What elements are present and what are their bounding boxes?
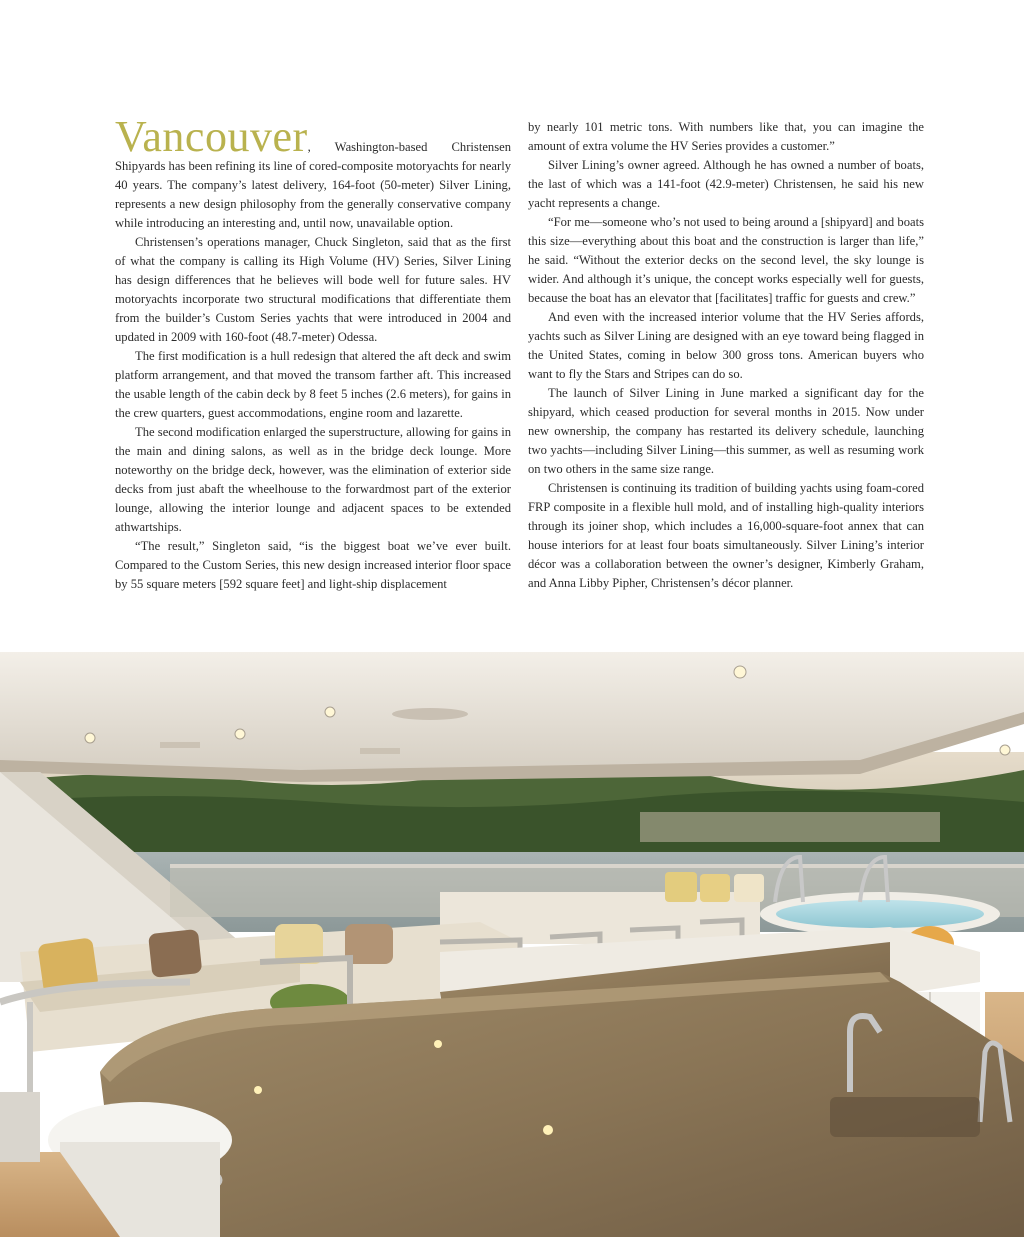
dropword-vancouver: Vancouver — [115, 112, 308, 161]
railing-top — [170, 864, 1024, 868]
ceiling-light-well — [392, 708, 468, 720]
hot-tub-water — [776, 900, 984, 928]
yacht-deck-photo — [0, 652, 1024, 1237]
counter-light — [434, 1040, 442, 1048]
side-cabinet — [0, 1092, 40, 1162]
paragraph-result-quote: “The result,” Singleton said, “is the biggest boat we’ve ever built. Compared to the Custom Series, this new design increased interior floor space by 55 square meters [592 square feet] and light-ship displacement — [115, 539, 511, 591]
paragraph-second-modification: The second modification enlarged the superstructure, allowing for gains in the main and dining salons, as well as in the bridge deck lounge. More noteworthy on the bridge deck, however, was the elimination of exterior side decks from just abaft the wheelhouse to the forwardmost part of the exterior lounge, allowing the interior lounge and adjacent spaces to be extended athwartships. — [115, 425, 511, 534]
paragraph-launch: The launch of Silver Lining in June marked a significant day for the shipyard, which ceased production for several months in 2015. Now under new ownership, the company has restarted its delivery schedule, launching two yachts—including Silver Lining—this summer, as well as resuming work on two others in the same size range. — [528, 386, 924, 476]
paragraph-continuation: by nearly 101 metric tons. With numbers like that, you can imagine the amount of extra volume the HV Series provides a customer.” — [528, 120, 924, 153]
ceiling-downlight — [734, 666, 746, 678]
sofa-cushion — [148, 929, 202, 978]
overhead-ceiling — [0, 652, 1024, 772]
paragraph-intro-text: , Washington-based Christensen Shipyards has been refining its line of cored-composite motoryachts for nearly 40 years. The company’s latest delivery, 164-foot (50-meter) Silver Lining, represents a new design philosophy from the generally conservative company while introducing an interesting and, until now, unavailable option. — [115, 140, 511, 230]
article-left-column — [115, 112, 511, 594]
ceiling-downlight — [325, 707, 335, 717]
sunpad-pillow — [665, 872, 697, 902]
ceiling-downlight — [1000, 745, 1010, 755]
paragraph-intro — [115, 112, 511, 233]
shoreline-houses — [640, 812, 940, 842]
ceiling-downlight — [235, 729, 245, 739]
ceiling-vent — [360, 748, 400, 754]
yacht-deck-illustration — [0, 652, 1024, 1237]
paragraph-first-modification: The first modification is a hull redesign that altered the aft deck and swim platform arrangement, and that moved the transom farther aft. This increased the usable length of the cabin deck by 8 feet 5 inches (2.6 meters), for gains in the crew quarters, guest accommodations, engine room and lazarette. — [115, 349, 511, 420]
paragraph-singleton: Christensen’s operations manager, Chuck Singleton, said that as the first of what the company is calling its High Volume (HV) Series, Silver Lining has design differences that he believes will bode well for future sales. HV motoryachts incorporate two structural modifications that differentiate them from the builder’s Custom Series yachts that were introduced in 2004 and updated in 2009 with 160-foot (48.7-meter) Odessa. — [115, 235, 511, 344]
paragraph-owner: Silver Lining’s owner agreed. Although he has owned a number of boats, the last of which was a 141-foot (42.9-meter) Christensen, he said his new yacht represents a change. — [528, 158, 924, 210]
paragraph-tradition: Christensen is continuing its tradition of building yachts using foam-cored FRP composite in a flexible hull mold, and of installing high-quality interiors through its joiner shop, which includes a 16,000-square-foot annex that can house interiors for at least four boats simultaneously. Silver Lining’s interior décor was a collaboration between the owner’s designer, Kimberly Graham, and Anna Libby Pipher, Christensen’s décor planner. — [528, 481, 924, 590]
ceiling-downlight — [85, 733, 95, 743]
sunpad-pillow — [700, 874, 730, 902]
counter-light — [543, 1125, 553, 1135]
ceiling-vent — [160, 742, 200, 748]
paragraph-owner-quote: “For me—someone who’s not used to being around a [shipyard] and boats this size—everything about this boat and the construction is larger than life,” he said. “Without the exterior decks on the second level, the sky lounge is wider. And although it’s unique, the concept works especially well for guests, because the boat has an elevator that [facilitates] traffic for guests and crew.” — [528, 215, 924, 305]
bar-sink — [830, 1097, 980, 1137]
sunpad-pillow — [734, 874, 764, 902]
paragraph-flagging: And even with the increased interior volume that the HV Series affords, yachts such as Silver Lining are designed with an eye toward being flagged in the United States, coming in below 300 gross tons. American buyers who want to fly the Stars and Stripes can do so. — [528, 310, 924, 381]
article-right-column — [528, 118, 924, 593]
counter-light — [254, 1086, 262, 1094]
